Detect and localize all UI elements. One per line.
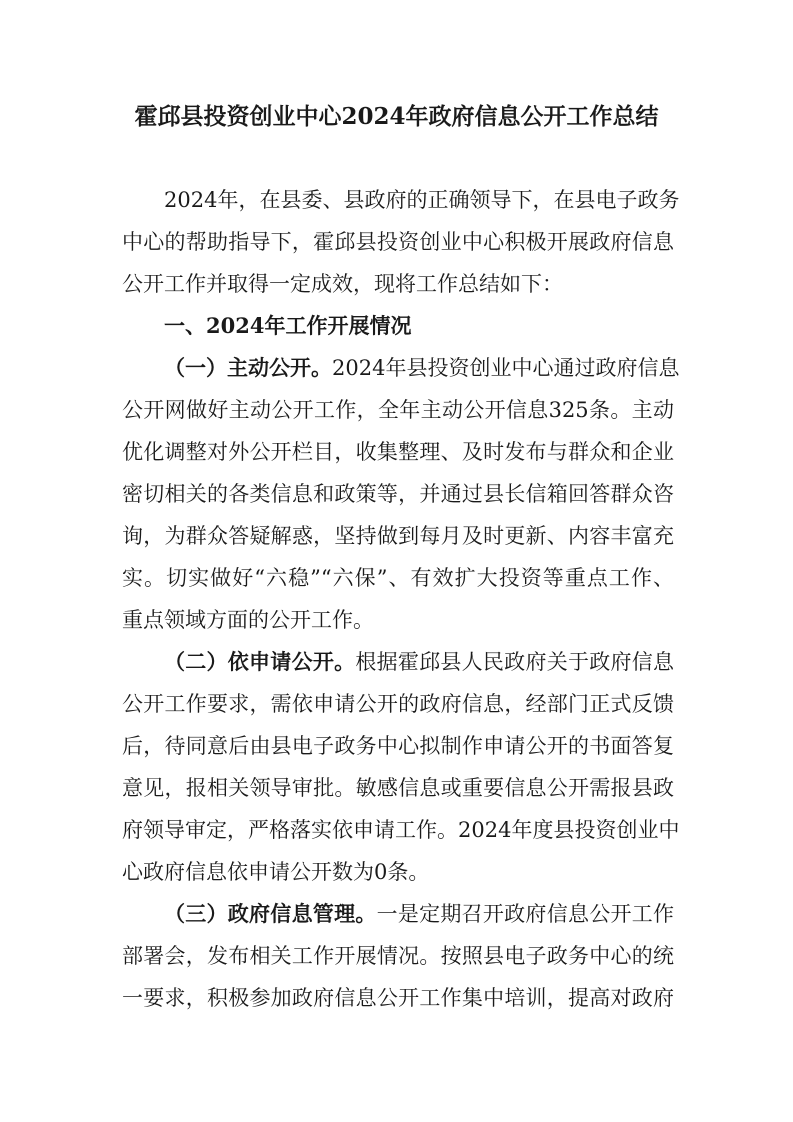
paragraph-1-line: 实。切实做好“六稳”“六保”、有效扩大投资等重点工作、 xyxy=(122,566,674,590)
intro-line-1: 2024年，在县委、县政府的正确领导下，在县电子政务 xyxy=(164,188,680,212)
document-title: 霍邱县投资创业中心2024年政府信息公开工作总结 xyxy=(134,103,659,130)
section-heading: 一、2024年工作开展情况 xyxy=(164,313,412,338)
paragraph-2-line: 府领导审定，严格落实依申请工作。2024年度县投资创业中 xyxy=(122,818,680,842)
intro-line-2: 中心的帮助指导下，霍邱县投资创业中心积极开展政府信息 xyxy=(122,230,674,254)
paragraph-2-line: 心政府信息依申请公开数为0条。 xyxy=(122,860,430,884)
paragraph-1-first-line xyxy=(164,351,680,385)
paragraph-3-line: 部署会，发布相关工作开展情况。按照县电子政务中心的统 xyxy=(122,944,674,968)
paragraph-2-first-text: 根据霍邱县人民政府关于政府信息 xyxy=(355,650,675,674)
paragraph-2-first-line xyxy=(164,645,674,679)
paragraph-1-line: 询，为群众答疑解惑，坚持做到每月及时更新、内容丰富充 xyxy=(122,524,674,548)
paragraph-2-line: 公开工作要求，需依申请公开的政府信息，经部门正式反馈 xyxy=(122,692,674,716)
paragraph-1-label: （一）主动公开。 xyxy=(164,355,332,380)
paragraph-1-line: 密切相关的各类信息和政策等，并通过县长信箱回答群众咨 xyxy=(122,482,674,506)
paragraph-2-line: 意见，报相关领导审批。敏感信息或重要信息公开需报县政 xyxy=(122,776,674,800)
intro-line-3: 公开工作并取得一定成效，现将工作总结如下： xyxy=(122,272,563,296)
paragraph-1-first-text: 2024年县投资创业中心通过政府信息 xyxy=(332,356,680,380)
paragraph-3-line: 一要求，积极参加政府信息公开工作集中培训，提高对政府 xyxy=(122,986,674,1010)
paragraph-1-line: 公开网做好主动公开工作，全年主动公开信息325条。主动 xyxy=(122,398,674,422)
paragraph-1-line: 重点领域方面的公开工作。 xyxy=(122,608,374,632)
paragraph-2-label: （二）依申请公开。 xyxy=(164,649,356,674)
paragraph-3-label: （三）政府信息管理。 xyxy=(164,901,377,926)
paragraph-3-first-line xyxy=(164,897,674,931)
paragraph-3-first-text: 一是定期召开政府信息公开工作 xyxy=(376,902,674,926)
paragraph-1-line: 优化调整对外公开栏目，收集整理、及时发布与群众和企业 xyxy=(122,440,674,464)
paragraph-2-line: 后，待同意后由县电子政务中心拟制作申请公开的书面答复 xyxy=(122,734,674,758)
